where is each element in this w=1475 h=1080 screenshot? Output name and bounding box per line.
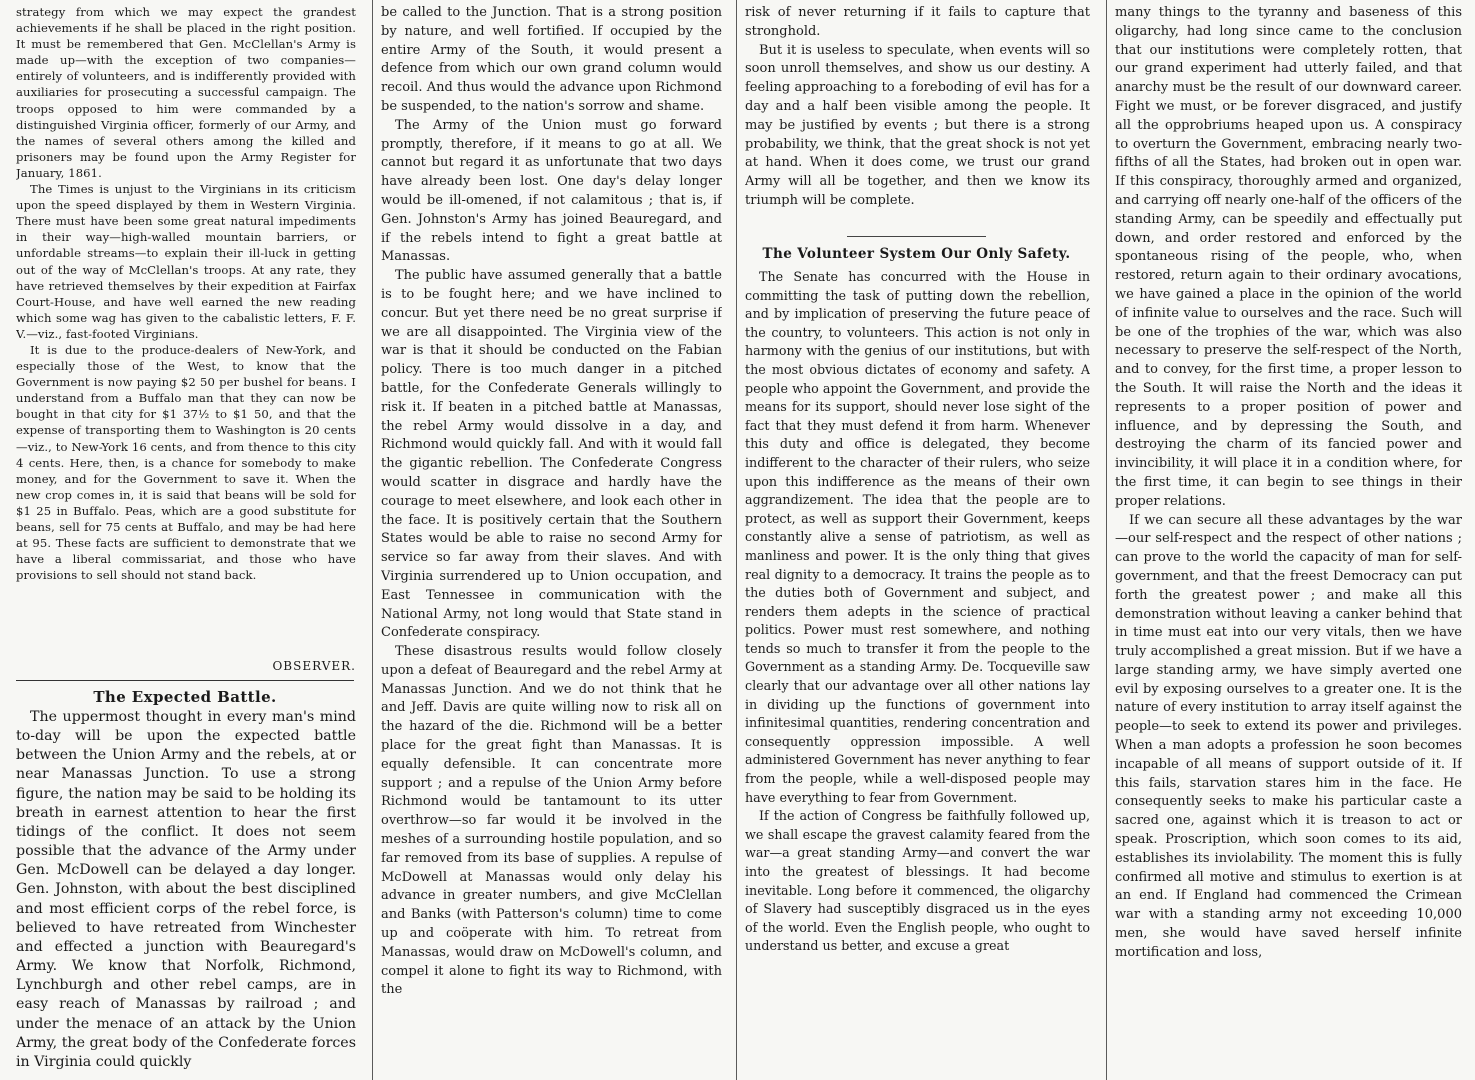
section-rule [16, 680, 354, 681]
letter-paragraph-1: strategy from which we may expect the grandest achievements if he shall be placed in the right position. It must be remembered that Gen. McClellan's Army is made up—with the exception of two companies—entirely of volunteers, and is indifferently provided with auxiliaries for prosecuting a successful campaign. The troops opposed to him were commanded by a distinguished Virginia officer, formerly of our Army, and the names of several others among the killed and prisoners may be found upon the Army Register for January, 1861. [16, 5, 356, 180]
letter-paragraph-3: It is due to the produce-dealers of New-York, and especially those of the West, to know that the Government is now paying $2 50 per bushel for beans. I understand from a Buffalo man that they can now be bought in that city for $1 37½ to $1 50, and that the expense of transporting them to Washington is 20 cents—viz., to New-York 16 cents, and from thence to this city 4 cents. Here, then, is a chance for somebody to make money, and for the Government to save it. When the new crop comes in, it is said that beans will be sold for $1 25 in Buffalo. Peas, which are a good substitute for beans, sell for 75 cents at Buffalo, and may be had here at 95. These facts are sufficient to demonstrate that we have a liberal commissariat, and those who have provisions to sell should not stand back. [16, 342, 356, 583]
col3-top-paragraph-1: risk of never returning if it fails to capture that stronghold. [745, 5, 1090, 39]
col2-paragraph-3: The public have assumed generally that a battle is to be fought here; and we have inclined to concur. But yet there need be no great surprise if we are all disappointed. The Virginia view of the war is that it should be conducted on the Fabian policy. There is too much danger in a pitched battle, for the Confederate Generals willingly to risk it. If beaten in a pitched battle at Manassas, the rebel Army would dissolve in a day, and Richmond would quickly fall. And with it would fall the gigantic rebellion. The Confederate Congress would scatter in disgrace and hardly have the courage to meet elsewhere, and look each other in the face. It is positively certain that the Southern States would be able to raise no second Army for service so far away from their slaves. And with Virginia surrendered up to Union occupation, and East Tennessee in communication with the National Army, not long would that State stand in Confederate conspiracy. [381, 268, 722, 641]
observer-letter [16, 4, 356, 656]
col4-paragraph-1: many things to the tyranny and baseness of this oligarchy, had long since came to the conclusion that our institutions were completely rotten, that our grand experiment had utterly failed, and that anarchy must be the result of our downward career. Fight we must, or be forever disgraced, and justify all the opprobriums heaped upon us. A conspiracy to overturn the Government, embracing nearly two-fifths of all the States, had broken out in open war. If this conspiracy, thoroughly armed and organized, and carrying off nearly one-half of the officers of the standing Army, can be speedily and effectually put down, and order restored and enforced by the spontaneous rising of the people, who, when restored, return again to their ordinary avocations, we have gained a place in the opinion of the world of infinite value to ourselves and the race. Such will be one of the trophies of the war, which was also necessary to preserve the self-respect of the North, and to convey, for the first time, a proper lesson to the South. It will raise the North and the ideas it represents to a proper position of power and influence, and by depressing the South, and destroying the charm of its fancied power and invincibility, it will place it in a condition where, for the first time, it can begin to see things in their proper relations. [1115, 5, 1462, 509]
article-expected-battle [16, 708, 356, 1078]
article-volunteer-system [745, 268, 1090, 1078]
col2-paragraph-2: The Army of the Union must go forward promptly, therefore, if it means to go at all. We cannot but regard it as unfortunate that two days have already been lost. One day's delay longer would be ill-omened, if not calamitous ; that is, if Gen. Johnston's Army has joined Beauregard, and if the rebels intend to fight a great battle at Manassas. [381, 117, 722, 265]
col2-paragraph-4: These disastrous results would follow closely upon a defeat of Beauregard and the rebel Army at Manassas Junction. And we do not think that he and Jeff. Davis are quite willing now to risk all on the hazard of the die. Richmond will be a better place for the great fight than Manassas. It is equally defensible. It can concentrate more support ; and a repulse of the Union Army before Richmond would be tantamount to its utter overthrow—so far would it be involved in the meshes of a surrounding hostile population, and so far removed from its base of supplies. A repulse of McDowell at Manassas would only delay his advance in greater numbers, and give McClellan and Banks (with Patterson's column) time to come up and coöperate with him. To retreat from Manassas, would draw on McDowell's column, and compel it alone to fight its way to Richmond, with the [381, 644, 722, 998]
section-rule-short [847, 236, 986, 237]
volunteer-paragraph-2: If the action of Congress be faithfully followed up, we shall escape the gravest calamity feared from the war—a great standing Army—and convert the war into the greatest of blessings. It had become inevitable. Long before it commenced, the oligarchy of Slavery had susceptibly disgraced us in the eyes of the world. Even the English people, who ought to understand us better, and excuse a great [745, 808, 1090, 954]
letter-signature-row [16, 658, 356, 676]
volunteer-paragraph-1: The Senate has concurred with the House in committing the task of putting down the rebellion, and by implication of preserving the future peace of the country, to volunteers. This action is not only in harmony with the genius of our institutions, but with the most obvious dictates of economy and safety. A people who appoint the Government, and provide the means for its support, should never lose sight of the fact that they must defend it from harm. Whenever this duty and office is delegated, they become indifferent to the character of their rulers, who seize upon this indifference as the means of their own aggrandizement. The idea that the people are to protect, as well as support their Government, keeps constantly alive a sense of patriotism, as well as manliness and power. It is the only thing that gives real dignity to a democracy. It trains the people as to the duties both of Government and subject, and renders them adepts in the science of practical politics. Power must rest somewhere, and nothing tends so much to transfer it from the people to the Government as a standing Army. De. Tocqueville saw clearly that our advantage over all other nations lay in dividing up the functions of government into infinitesimal quantities, rendering concentration and consequently oppression impossible. A well administered Government has never anything to fear from the people, while a well-disposed people may have everything to fear from Government. [745, 269, 1090, 805]
col2-paragraph-1: be called to the Junction. That is a strong position by nature, and well fortified. If occupied by the entire Army of the South, it would present a defence from which our own grand column would recoil. And thus would the advance upon Richmond be suspended, to the nation's sorrow and shame. [381, 5, 722, 114]
column-3 [736, 0, 1096, 1080]
column-1 [8, 0, 362, 1080]
battle-paragraph-1: The uppermost thought in every man's mind to-day will be upon the expected battle between the Union Army and the rebels, at or near Manassas Junction. To use a strong figure, the nation may be said to be holding its breath in earnest attention to hear the first tidings of the conflict. It does not seem possible that the advance of the Army under Gen. McDowell can be delayed a day longer. Gen. Johnston, with about the best disciplined and most efficient corps of the rebel force, is believed to have retreated from Winchester and effected a junction with Beauregard's Army. We know that Norfolk, Richmond, Lynchburgh and other rebel camps, are in easy reach of Manassas by railroad ; and under the menace of an attack by the Union Army, the great body of the Confederate forces in Virginia could quickly [16, 709, 356, 1070]
article-volunteer-system-continued [1115, 4, 1462, 1078]
headline-volunteer-system: The Volunteer System Our Only Safety. [762, 246, 1071, 262]
column-4 [1106, 0, 1468, 1080]
article-ending [745, 4, 1090, 230]
letter-paragraph-2: The Times is unjust to the Virginians in its criticism upon the speed displayed by them in Western Virginia. There must have been some great natural impediments in their way—high-walled mountain barriers, or unfordable streams—to explain their ill-luck in getting out of the way of McClellan's troops. At any rate, they have retrieved themselves by their expedition at Fairfax Court-House, and have well earned the new reading which some wag has given to the cabalistic letters, F. F. V.—viz., fast-footed Virginians. [16, 182, 356, 341]
col3-top-paragraph-2: But it is useless to speculate, when events will so soon unroll themselves, and show us our destiny. A feeling approaching to a foreboding of evil has for a day and a half been visible among the people. It may be justified by events ; but there is a strong probability, we think, that the great shock is not yet at hand. When it does come, we trust our grand Army will all be together, and then we know its triumph will be complete. [745, 42, 1090, 208]
letter-signature: OBSERVER. [272, 659, 356, 673]
column-2 [372, 0, 728, 1080]
col4-paragraph-2: If we can secure all these advantages by the war—our self-respect and the respect of other nations ; can prove to the world the capacity of man for self-government, and that the freest Democracy can put forth the greatest power ; and make all this demonstration without leaving a canker behind that in time must eat into our very vitals, then we have truly accomplished a great mission. But if we have a large standing army, we have simply averted one evil by exposing ourselves to a greater one. It is the nature of every institution to array itself against the people—to seek to extend its power and privileges. When a man adopts a profession he soon becomes incapable of all means of support outside of it. If this fails, starvation stares him in the face. He consequently seeks to make his particular caste a sacred one, against which it is treason to act or speak. Proscription, which soon comes to its aid, establishes its inviolability. The moment this is fully confirmed all motive and stimulus to exertion is at an end. If England had commenced the Crimean war with a standing army not exceeding 10,000 men, she would have saved herself infinite mortification and loss, [1115, 512, 1462, 960]
headline-expected-battle: The Expected Battle. [93, 688, 277, 706]
article-expected-battle-continued [381, 4, 722, 1078]
